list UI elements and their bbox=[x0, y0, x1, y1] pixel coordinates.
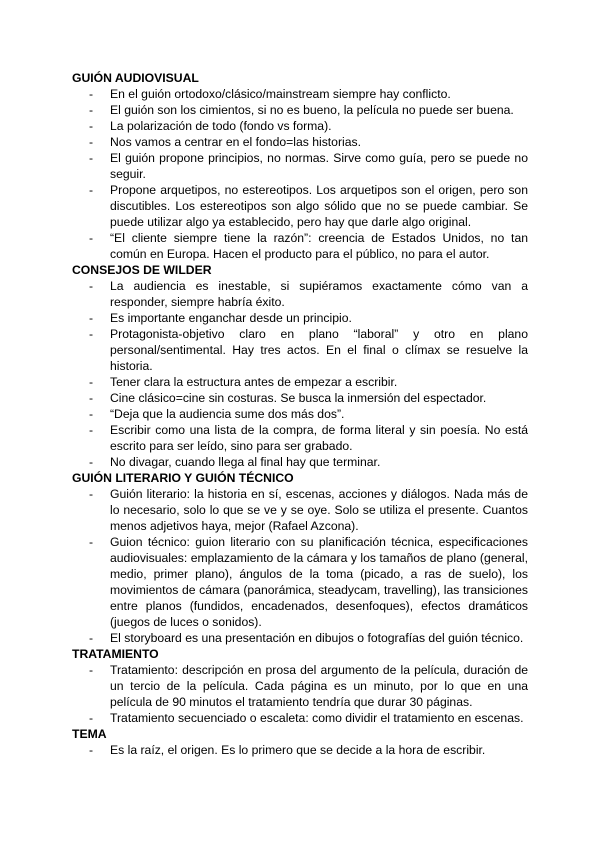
list-item-text: Escribir como una lista de la compra, de forma literal y sin poesía. No está escrito para ser leído, sino para ser grabado. bbox=[110, 423, 528, 453]
list-item-text: Es la raíz, el origen. Es lo primero que se decide a la hora de escribir. bbox=[110, 743, 486, 757]
list-item bbox=[72, 326, 528, 374]
list-item-text: Propone arquetipos, no estereotipos. Los arquetipos son el origen, pero son discutibles. Los estereotipos son algo sólido que no se puede cambiar. Se puede utilizar algo ya establecido, pero hay que darle algo original. bbox=[110, 183, 528, 229]
bullet-list bbox=[72, 662, 528, 726]
dash-bullet: - bbox=[89, 151, 94, 165]
list-item-text: Tener clara la estructura antes de empezar a escribir. bbox=[110, 375, 398, 389]
list-item bbox=[72, 374, 528, 390]
bullet-list bbox=[72, 278, 528, 470]
dash-bullet: - bbox=[89, 631, 94, 645]
dash-bullet: - bbox=[89, 455, 94, 469]
dash-bullet: - bbox=[89, 87, 94, 101]
dash-bullet: - bbox=[89, 135, 94, 149]
dash-bullet: - bbox=[89, 663, 94, 677]
section-title: CONSEJOS DE WILDER bbox=[72, 263, 212, 277]
list-item-text: No divagar, cuando llega al final hay que terminar. bbox=[110, 455, 381, 469]
list-item bbox=[72, 310, 528, 326]
dash-bullet: - bbox=[89, 119, 94, 133]
list-item bbox=[72, 134, 528, 150]
list-item-text: Guión literario: la historia en sí, escenas, acciones y diálogos. Nada más de lo necesario, solo lo que se ve y se oye. Solo se utiliza el presente. Cuantos menos adjetivos haya, mejor (Rafael Azcona). bbox=[110, 487, 528, 533]
list-item bbox=[72, 278, 528, 310]
list-item bbox=[72, 182, 528, 230]
dash-bullet: - bbox=[89, 231, 94, 245]
list-item bbox=[72, 406, 528, 422]
list-item-text: El storyboard es una presentación en dibujos o fotografías del guión técnico. bbox=[110, 631, 524, 645]
list-item bbox=[72, 86, 528, 102]
list-item bbox=[72, 390, 528, 406]
list-item bbox=[72, 662, 528, 710]
dash-bullet: - bbox=[89, 375, 94, 389]
section-title: GUIÓN AUDIOVISUAL bbox=[72, 71, 199, 85]
list-item-text: Tratamiento: descripción en prosa del argumento de la película, duración de un tercio de la película. Cada página es un minuto, por lo que en una película de 90 minutos el tratamiento tendría que durar 30 páginas. bbox=[110, 663, 528, 709]
list-item-text: El guión propone principios, no normas. Sirve como guía, pero se puede no seguir. bbox=[110, 151, 528, 181]
list-item-text: Nos vamos a centrar en el fondo=las historias. bbox=[110, 135, 361, 149]
section-consejos-de-wilder bbox=[72, 262, 528, 470]
list-item bbox=[72, 118, 528, 134]
dash-bullet: - bbox=[89, 311, 94, 325]
section-guion-audiovisual bbox=[72, 70, 528, 262]
list-item-text: “El cliente siempre tiene la razón”: creencia de Estados Unidos, no tan común en Europa. Hacen el producto para el público, no para el autor. bbox=[110, 231, 528, 261]
section-title: TRATAMIENTO bbox=[72, 647, 159, 661]
section-guion-literario-tecnico bbox=[72, 470, 528, 646]
list-item-text: Guion técnico: guion literario con su planificación técnica, especificaciones audiovisuales: emplazamiento de la cámara y los tamaños de plano (general, medio, primer plano), ángulos de la toma (picado, a ras de suelo), los movimientos de cámara (panorámica, steadycam, travelling), las transiciones entre planos (fundidos, encadenados, desenfoques), efectos dramáticos (juegos de luces o sonidos). bbox=[110, 535, 528, 629]
section-title: TEMA bbox=[72, 727, 107, 741]
dash-bullet: - bbox=[89, 743, 94, 757]
section-tema bbox=[72, 726, 528, 758]
dash-bullet: - bbox=[89, 535, 94, 549]
dash-bullet: - bbox=[89, 279, 94, 293]
list-item-text: Tratamiento secuenciado o escaleta: como dividir el tratamiento en escenas. bbox=[110, 711, 524, 725]
list-item-text: El guión son los cimientos, si no es bueno, la película no puede ser buena. bbox=[110, 103, 514, 117]
bullet-list bbox=[72, 742, 528, 758]
dash-bullet: - bbox=[89, 711, 94, 725]
list-item-text: “Deja que la audiencia sume dos más dos”. bbox=[110, 407, 345, 421]
list-item bbox=[72, 422, 528, 454]
list-item bbox=[72, 630, 528, 646]
list-item bbox=[72, 230, 528, 262]
list-item-text: Protagonista-objetivo claro en plano “laboral” y otro en plano personal/sentimental. Hay tres actos. En el final o clímax se resuelve la historia. bbox=[110, 327, 528, 373]
dash-bullet: - bbox=[89, 391, 94, 405]
dash-bullet: - bbox=[89, 327, 94, 341]
list-item-text: En el guión ortodoxo/clásico/mainstream siempre hay conflicto. bbox=[110, 87, 451, 101]
list-item bbox=[72, 150, 528, 182]
dash-bullet: - bbox=[89, 423, 94, 437]
list-item bbox=[72, 454, 528, 470]
bullet-list bbox=[72, 486, 528, 646]
section-tratamiento bbox=[72, 646, 528, 726]
dash-bullet: - bbox=[89, 407, 94, 421]
dash-bullet: - bbox=[89, 487, 94, 501]
dash-bullet: - bbox=[89, 183, 94, 197]
section-title: GUIÓN LITERARIO Y GUIÓN TÉCNICO bbox=[72, 471, 294, 485]
list-item-text: La audiencia es inestable, si supiéramos exactamente cómo van a responder, siempre habría éxito. bbox=[110, 279, 528, 309]
list-item-text: Cine clásico=cine sin costuras. Se busca la inmersión del espectador. bbox=[110, 391, 487, 405]
list-item bbox=[72, 486, 528, 534]
list-item bbox=[72, 710, 528, 726]
dash-bullet: - bbox=[89, 103, 94, 117]
list-item bbox=[72, 534, 528, 630]
list-item bbox=[72, 742, 528, 758]
list-item-text: La polarización de todo (fondo vs forma). bbox=[110, 119, 332, 133]
bullet-list bbox=[72, 86, 528, 262]
list-item bbox=[72, 102, 528, 118]
list-item-text: Es importante enganchar desde un principio. bbox=[110, 311, 352, 325]
